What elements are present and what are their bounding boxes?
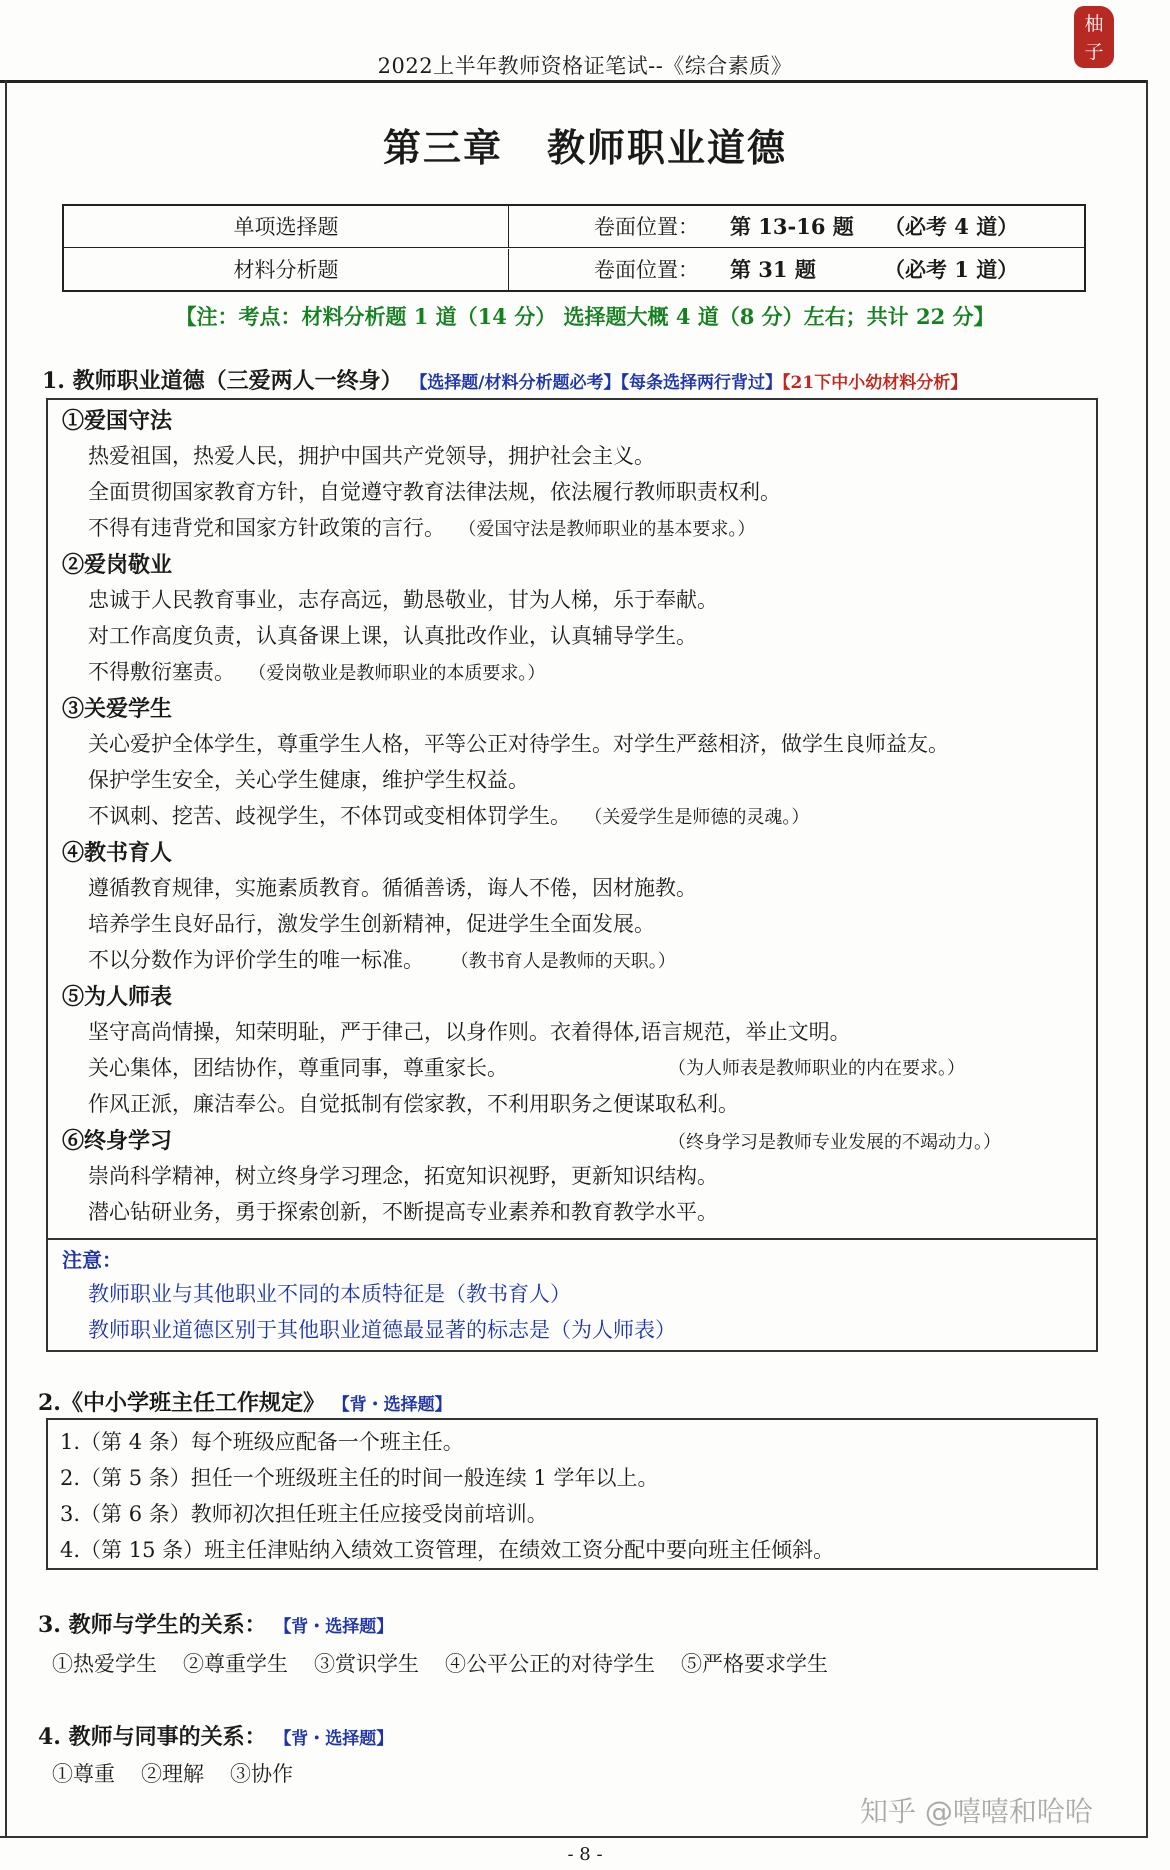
section1-tag-memorize: 【每条选择两行背过】 bbox=[620, 373, 783, 393]
item-line: 关心爱护全体学生，尊重学生人格，平等公正对待学生。对学生严慈相济，做学生良师益友。 bbox=[88, 732, 949, 756]
attention-title: 注意： bbox=[62, 1248, 122, 1272]
section4-title: 4. 教师与同事的关系： bbox=[38, 1724, 267, 1750]
position-label: 卷面位置： bbox=[594, 215, 699, 239]
relation-item: ④公平公正的对待学生 bbox=[445, 1652, 655, 1676]
item-title-patriotism: ①爱国守法 bbox=[62, 408, 173, 434]
seal-char-2: 子 bbox=[1084, 41, 1104, 63]
seal-stamp bbox=[1074, 6, 1114, 68]
item-line: 保护学生安全，关心学生健康，维护学生权益。 bbox=[88, 768, 529, 792]
header-title: 2022上半年教师资格证笔试--《综合素质》 bbox=[377, 54, 793, 78]
header-divider bbox=[0, 80, 1148, 83]
rule-line: 2.（第 5 条）担任一个班级班主任的时间一般连续 1 学年以上。 bbox=[60, 1466, 659, 1490]
item-title-role-model: ⑤为人师表 bbox=[62, 984, 173, 1010]
required-count: （必考 4 道） bbox=[884, 214, 1019, 239]
question-type: 材料分析题 bbox=[64, 249, 509, 291]
section1-heading bbox=[42, 364, 967, 395]
section2-heading bbox=[38, 1386, 452, 1417]
item-line: 作风正派，廉洁奉公。自觉抵制有偿家教，不利用职务之便谋取私利。 bbox=[88, 1092, 739, 1116]
table-row bbox=[64, 249, 1084, 291]
item-line bbox=[88, 800, 809, 830]
relation-item: ②理解 bbox=[141, 1762, 204, 1786]
item-line bbox=[88, 944, 676, 974]
item-title-caring: ③关爱学生 bbox=[62, 696, 173, 722]
item-line: 忠诚于人民教育事业，志存高远，勤恳敬业，甘为人梯，乐于奉献。 bbox=[88, 588, 718, 612]
question-range: 第 31 题 bbox=[730, 257, 816, 282]
chapter-title bbox=[0, 117, 1170, 172]
item-remark: （爱国守法是教师职业的基本要求。） bbox=[458, 519, 756, 540]
section2-title: 2.《中小学班主任工作规定》 bbox=[38, 1390, 325, 1416]
item-line: 培养学生良好品行，激发学生创新精神，促进学生全面发展。 bbox=[88, 912, 655, 936]
section2-tag: 【背・选择题】 bbox=[332, 1395, 452, 1415]
item-title-dedication: ②爱岗敬业 bbox=[62, 552, 173, 578]
attention-line: 教师职业与其他职业不同的本质特征是（教书育人） bbox=[88, 1282, 571, 1306]
section3-title: 3. 教师与学生的关系： bbox=[38, 1612, 267, 1638]
section1-tag-exam: 【选择题/材料分析题必考】 bbox=[410, 373, 621, 393]
section1-title: 1. 教师职业道德（三爱两人一终身） bbox=[42, 368, 403, 394]
question-type: 单项选择题 bbox=[64, 206, 509, 248]
attention-line: 教师职业道德区别于其他职业道德最显著的标志是（为人师表） bbox=[88, 1318, 676, 1342]
right-border bbox=[1146, 80, 1148, 1838]
item-remark: （关爱学生是师德的灵魂。） bbox=[584, 807, 810, 828]
seal-char-1: 柚 bbox=[1084, 13, 1104, 35]
item-remark: （教书育人是教师的天职。） bbox=[450, 951, 676, 972]
item-line: 全面贯彻国家教育方针，自觉遵守教育法律法规，依法履行教师职责权利。 bbox=[88, 480, 781, 504]
required-count: （必考 1 道） bbox=[884, 257, 1019, 282]
item-line: 坚守高尚情操，知荣明耻，严于律己，以身作则。衣着得体,语言规范，举止文明。 bbox=[88, 1020, 851, 1044]
chapter-name: 教师职业道德 bbox=[547, 125, 788, 170]
chapter-number: 第三章 bbox=[382, 125, 503, 170]
relation-item: ①尊重 bbox=[52, 1762, 115, 1786]
relation-item: ⑤严格要求学生 bbox=[681, 1652, 828, 1676]
item-line: 热爱祖国，热爱人民，拥护中国共产党领导，拥护社会主义。 bbox=[88, 444, 655, 468]
item-title-teaching: ④教书育人 bbox=[62, 840, 173, 866]
footer-divider bbox=[0, 1836, 1148, 1838]
attention-divider bbox=[46, 1238, 1098, 1240]
relation-item: ②尊重学生 bbox=[183, 1652, 288, 1676]
item-line: 关心集体，团结协作，尊重同事，尊重家长。 bbox=[88, 1056, 508, 1080]
item-remark: （终身学习是教师专业发展的不竭动力。） bbox=[668, 1132, 1001, 1153]
zhihu-watermark: 知乎 @嘻嘻和哈哈 bbox=[860, 1795, 1093, 1828]
relation-item: ③协作 bbox=[230, 1762, 293, 1786]
question-range: 第 13-16 题 bbox=[730, 214, 854, 239]
item-line: 潜心钻研业务，勇于探索创新，不断提高专业素养和教育教学水平。 bbox=[88, 1200, 718, 1224]
page-number: - 8 - bbox=[567, 1844, 603, 1865]
item-line: 崇尚科学精神，树立终身学习理念，拓宽知识视野，更新知识结构。 bbox=[88, 1164, 718, 1188]
item-remark: （爱岗敬业是教师职业的本质要求。） bbox=[248, 663, 546, 684]
section4-tag: 【背・选择题】 bbox=[274, 1729, 394, 1749]
item-line-text: 不以分数作为评价学生的唯一标准。 bbox=[88, 948, 424, 972]
position-label: 卷面位置： bbox=[594, 258, 699, 282]
section4-heading bbox=[38, 1720, 393, 1751]
item-title-lifelong-learning: ⑥终身学习 bbox=[62, 1128, 173, 1154]
item-line-text: 不讽刺、挖苦、歧视学生，不体罚或变相体罚学生。 bbox=[88, 804, 571, 828]
relation-item: ③赏识学生 bbox=[314, 1652, 419, 1676]
teacher-colleague-relations bbox=[52, 1758, 319, 1788]
teacher-student-relations bbox=[52, 1648, 854, 1678]
item-line: 遵循教育规律，实施素质教育。循循善诱，诲人不倦，因材施教。 bbox=[88, 876, 697, 900]
table-row bbox=[64, 206, 1084, 248]
relation-item: ①热爱学生 bbox=[52, 1652, 157, 1676]
rule-line: 3.（第 6 条）教师初次担任班主任应接受岗前培训。 bbox=[60, 1502, 548, 1526]
rule-line: 1.（第 4 条）每个班级应配备一个班主任。 bbox=[60, 1430, 464, 1454]
item-line-text: 不得敷衍塞责。 bbox=[88, 660, 235, 684]
rule-line: 4.（第 15 条）班主任津贴纳入绩效工资管理，在绩效工资分配中要向班主任倾斜。 bbox=[60, 1538, 835, 1562]
section3-heading bbox=[38, 1608, 393, 1639]
left-border bbox=[5, 80, 7, 1838]
item-line: 对工作高度负责，认真备课上课，认真批改作业，认真辅导学生。 bbox=[88, 624, 697, 648]
section3-tag: 【背・选择题】 bbox=[274, 1617, 394, 1637]
item-remark: （为人师表是教师职业的内在要求。） bbox=[668, 1058, 965, 1079]
item-line bbox=[88, 512, 755, 542]
exam-position-table bbox=[62, 204, 1086, 292]
item-line bbox=[88, 656, 545, 686]
score-note: 【注：考点：材料分析题 1 道（14 分） 选择题大概 4 道（8 分）左右；共计 22 分】 bbox=[175, 304, 995, 329]
item-line-text: 不得有违背党和国家方针政策的言行。 bbox=[88, 516, 445, 540]
section1-tag-analysis: 【21下中小幼材料分析】 bbox=[782, 373, 968, 393]
